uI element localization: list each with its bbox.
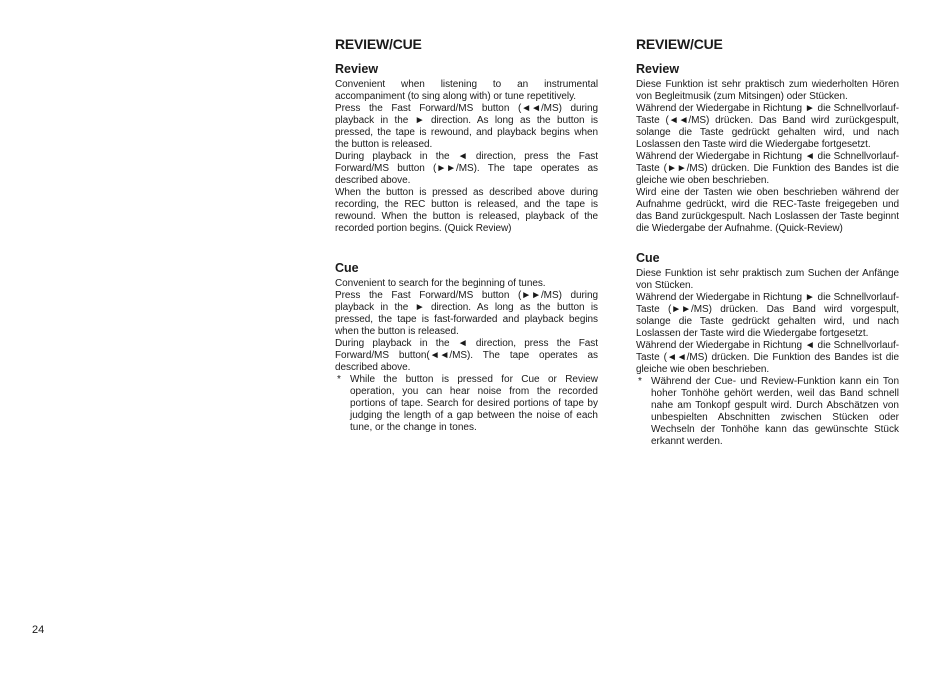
cue-paragraph: Press the Fast Forward/MS button (►►/MS) during playback in the ► direction. As long as the button is pressed, the tape is fast-forwarded and playback begins when the button is released. — [335, 290, 598, 337]
cue-note-english — [335, 374, 598, 434]
review-paragraph: Während der Wiedergabe in Richtung ◄ die Schnellvorlauf-Taste (►►/MS) drücken. Die Funktion des Bandes ist die gleiche wie oben beschrieben. — [636, 151, 899, 186]
cue-paragraph: During playback in the ◄ direction, press the Fast Forward/MS button(◄◄/MS). The tape operates as described above. — [335, 338, 598, 373]
cue-paragraph: Während der Wiedergabe in Richtung ► die Schnellvorlauf-Taste (►►/MS) drücken. Das Band wird vorgespult, solange die Taste gedrückt gehalten wird, und nach Loslassen der Taste wird die Wiedergabe fortgesetzt. — [636, 292, 899, 339]
cue-section-german — [636, 251, 899, 448]
review-paragraph: During playback in the ◄ direction, press the Fast Forward/MS button (►►/MS). The tape operates as described above. — [335, 151, 598, 186]
page-title-german: REVIEW/CUE — [636, 36, 723, 52]
review-heading-english: Review — [335, 62, 379, 76]
note-bullet: * — [638, 376, 642, 387]
cue-paragraph: Diese Funktion ist sehr praktisch zum Suchen der Anfänge von Stücken. — [636, 268, 899, 291]
review-paragraph: Diese Funktion ist sehr praktisch zum wiederholten Hören von Begleitmusik (zum Mitsingen) oder Stücken. — [636, 79, 899, 102]
cue-heading-english: Cue — [335, 261, 359, 275]
review-paragraph: Convenient when listening to an instrumental accompaniment (to sing along with) or tune repetitively. — [335, 79, 598, 102]
cue-paragraph: Convenient to search for the beginning of tunes. — [335, 278, 546, 289]
cue-heading-german: Cue — [636, 251, 660, 265]
review-paragraph: Wird eine der Tasten wie oben beschrieben während der Aufnahme gedrückt, wird die REC-Taste freigegeben und das Band zurückgespult. Nach Loslassen der Taste beginnt die Wiedergabe der Aufnahme. (Quick-Review) — [636, 187, 899, 234]
review-paragraph: When the button is pressed as described above during recording, the REC button is released, and the tape is rewound. When the button is released, playback of the recorded portion begins. (Quick Review) — [335, 187, 598, 234]
review-paragraph: Press the Fast Forward/MS button (◄◄/MS) during playback in the ► direction. As long as the button is pressed, the tape is rewound, and playback begins when the button is released. — [335, 103, 598, 150]
review-section-german — [636, 62, 899, 235]
review-heading-german: Review — [636, 62, 680, 76]
english-column — [335, 36, 598, 450]
note-bullet: * — [337, 374, 341, 385]
note-text: While the button is pressed for Cue or Review operation, you can hear noise from the recorded portions of tape. Search for desired portions of tape by judging the length of a gap between the noise of each tune, or the change in tones. — [350, 374, 598, 433]
review-section-english — [335, 62, 598, 235]
note-text: Während der Cue- und Review-Funktion kann ein Ton hoher Tonhöhe gehört werden, weil das Band schnell nahe am Tonkopf gespult wird. Durch Abschätzen von unbespielten Abschnitten zwischen Stücken oder Wechseln der Tonhöhe kann das gewünschte Stück erkannt werden. — [651, 376, 899, 447]
review-paragraph: Während der Wiedergabe in Richtung ► die Schnellvorlauf-Taste (◄◄/MS) drücken. Das Band wird zurückgespult, solange die Taste gedrückt gehalten wird, und nach Loslassen den Taste wird die Wiedergabe fortgesetzt. — [636, 103, 899, 150]
page-number: 24 — [32, 624, 45, 636]
cue-note-german — [636, 376, 899, 448]
cue-section-english — [335, 261, 598, 434]
page-title-english: REVIEW/CUE — [335, 36, 422, 52]
cue-paragraph: Während der Wiedergabe in Richtung ◄ die Schnellvorlauf-Taste (◄◄/MS) drücken. Die Funktion des Bandes ist die gleiche wie oben beschrieben. — [636, 340, 899, 375]
german-column — [636, 36, 899, 464]
